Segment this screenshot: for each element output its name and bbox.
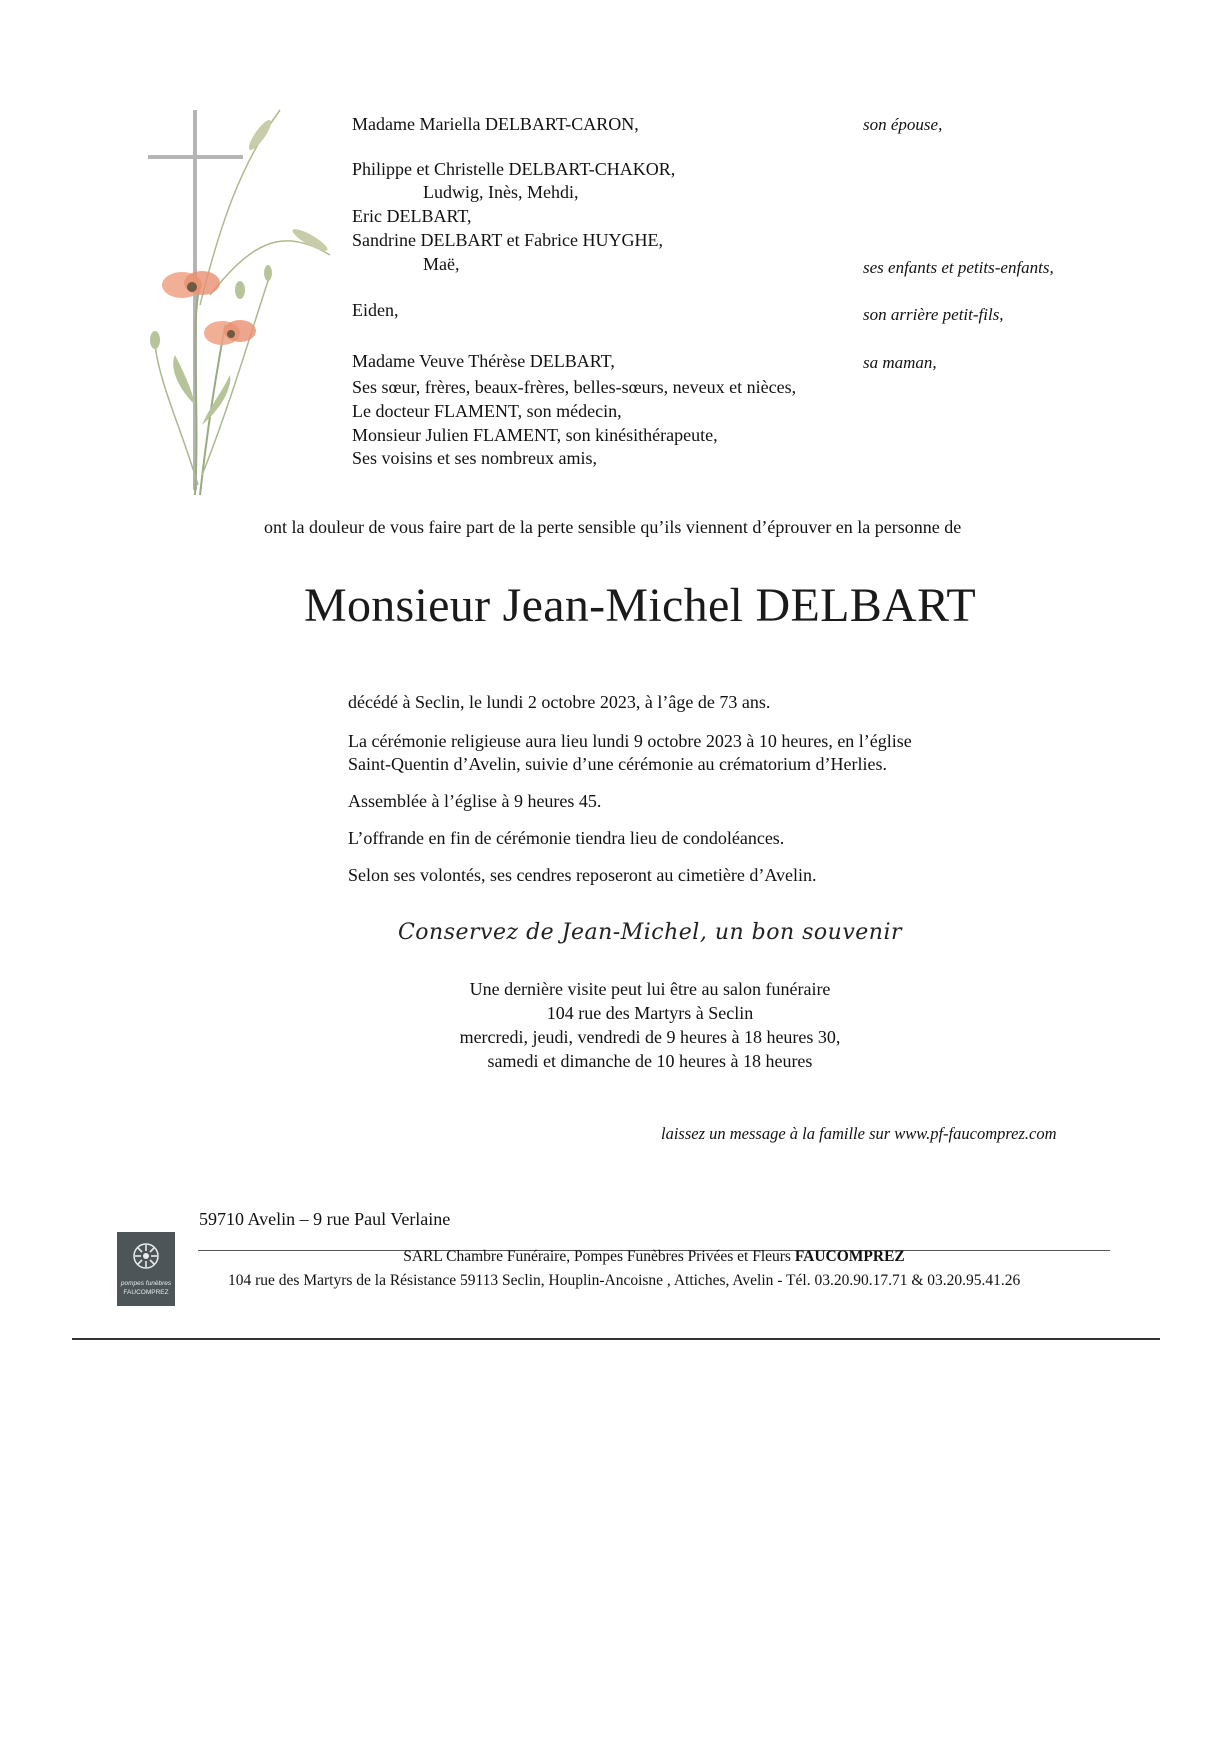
logo-caption: pompes funèbres	[120, 1280, 172, 1287]
offering-line: L’offrande en fin de cérémonie tiendra lieu de condoléances.	[348, 828, 785, 848]
poppy-bud	[150, 331, 160, 349]
faucomprez-logo	[117, 1232, 175, 1306]
physio-line: Monsieur Julien FLAMENT, son kinésithérapeute,	[352, 425, 718, 445]
poppy-bud	[264, 265, 272, 281]
child-name: Eric DELBART,	[352, 206, 472, 226]
visit-line: mercredi, jeudi, vendredi de 9 heures à 18 heures 30,	[459, 1027, 841, 1047]
children-relation: ses enfants et petits-enfants,	[863, 258, 1054, 277]
stem	[195, 285, 200, 495]
doctor-line: Le docteur FLAMENT, son médecin,	[352, 401, 622, 421]
wheat-ear	[290, 226, 330, 255]
mother-relation: sa maman,	[863, 353, 937, 372]
cross-horizontal	[148, 155, 243, 159]
stem	[202, 275, 270, 475]
cross-poppy-illustration	[140, 105, 340, 505]
visit-line: Une dernière visite peut lui être au salon funéraire	[469, 979, 831, 999]
visit-line: samedi et dimanche de 10 heures à 18 heures	[487, 1051, 813, 1071]
company-description: SARL Chambre Funéraire, Pompes Funèbres Privées et Fleurs	[403, 1248, 791, 1265]
page-bottom-rule	[72, 1338, 1160, 1340]
grandchildren-names: Ludwig, Inès, Mehdi,	[423, 182, 579, 202]
ceremony-line: La cérémonie religieuse aura lieu lundi 9 octobre 2023 à 10 heures, en l’église	[348, 731, 912, 751]
mother-name: Madame Veuve Thérèse DELBART,	[352, 351, 615, 371]
death-line: décédé à Seclin, le lundi 2 octobre 2023, à l’âge de 73 ans.	[348, 692, 771, 712]
company-name: FAUCOMPREZ	[794, 1248, 905, 1265]
siblings-line: Ses sœur, frères, beaux-frères, belles-sœurs, neveux et nièces,	[352, 377, 797, 397]
spouse-name: Madame Mariella DELBART-CARON,	[352, 114, 639, 134]
assembly-line: Assemblée à l’église à 9 heures 45.	[348, 791, 602, 811]
deceased-name: Monsieur Jean-Michel DELBART	[303, 579, 977, 632]
poppy-bud	[235, 281, 245, 299]
website-message: laissez un message à la famille sur www.pf-faucomprez.com	[661, 1124, 1057, 1143]
wishes-line: Selon ses volontés, ses cendres reposeront au cimetière d’Avelin.	[348, 865, 817, 885]
great-grandchild-relation: son arrière petit-fils,	[863, 305, 1004, 324]
spouse-relation: son épouse,	[863, 115, 943, 134]
logo-brand: FAUCOMPREZ	[123, 1289, 169, 1296]
child-name: Sandrine DELBART et Fabrice HUYGHE,	[352, 230, 664, 250]
wheat-ear	[246, 117, 275, 152]
visit-line: 104 rue des Martyrs à Seclin	[546, 1003, 754, 1023]
child-name: Philippe et Christelle DELBART-CHAKOR,	[352, 159, 676, 179]
ceremony-line: Saint-Quentin d’Avelin, suivie d’une cérémonie au crématorium d’Herlies.	[348, 754, 887, 774]
neighbours-line: Ses voisins et ses nombreux amis,	[352, 448, 597, 468]
flower-emblem-icon	[132, 1242, 160, 1270]
announcement-line: ont la douleur de vous faire part de la perte sensible qu’ils viennent d’éprouver en la personne de	[264, 517, 962, 537]
company-line	[198, 1248, 1110, 1266]
leaf	[173, 355, 195, 405]
great-grandchild-name: Eiden,	[352, 300, 399, 320]
family-address: 59710 Avelin – 9 rue Paul Verlaine	[199, 1209, 451, 1229]
grandchild-name: Maë,	[423, 254, 460, 274]
memory-script-line: Conservez de Jean-Michel, un bon souvenir	[397, 920, 903, 945]
company-address: 104 rue des Martyrs de la Résistance 59113 Seclin, Houplin-Ancoisne , Attiches, Avelin - Tél. 03.20.90.17.71 & 03.20.95.41.26	[228, 1272, 1021, 1289]
